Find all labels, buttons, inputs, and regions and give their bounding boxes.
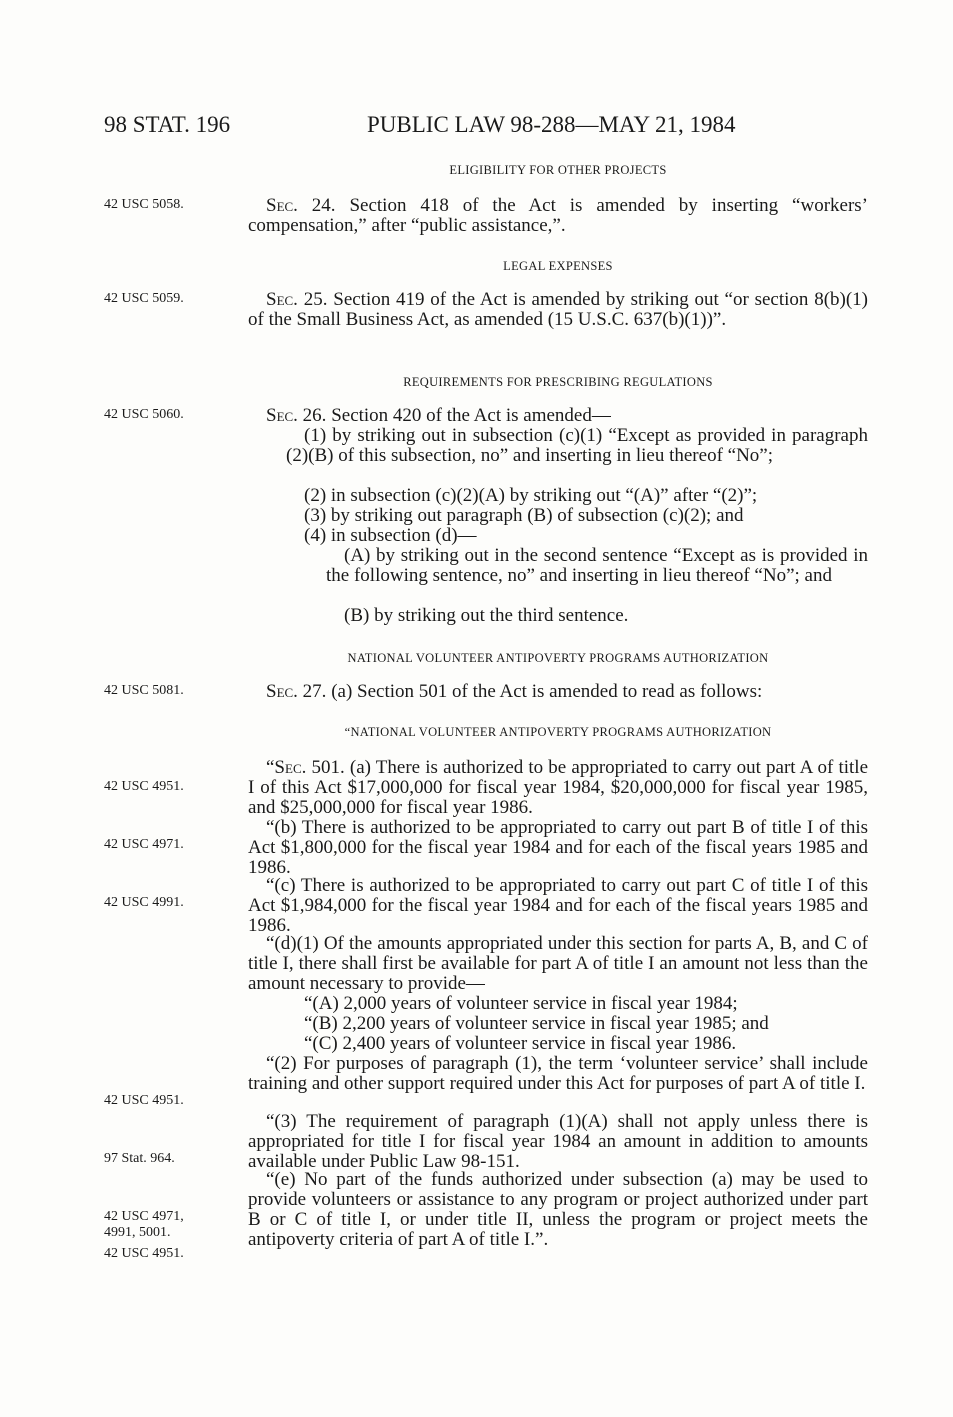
subsection-b: “(b) There is authorized to be appropriated to carry out part B of title I of this Act $1,800,000 for the fiscal year 1984 and for each of the fiscal years 1985 and 1986. (248, 817, 868, 878)
margin-note: 42 USC 5060. (104, 407, 184, 422)
section-text: (a) There is authorized to be appropriated to carry out part A of title I of this Act $17,000,000 for fiscal year 1984, $20,000,000 for fiscal year 1985, and $25,000,000 for fiscal year 1986. (248, 757, 869, 818)
section-heading-eligibility: ELIGIBILITY FOR OTHER PROJECTS (449, 163, 667, 177)
section-501-a (248, 758, 868, 818)
paragraph-1: (1) by striking out in subsection (c)(1) “Except as provided in paragraph (2)(B) of this subsection, no” and inserting in lieu thereof “No”; (286, 425, 868, 466)
running-title: PUBLIC LAW 98-288—MAY 21, 1984 (367, 112, 736, 137)
margin-note: 42 USC 4971, (104, 1209, 184, 1224)
margin-note: 4991, 5001. (104, 1225, 171, 1240)
margin-note: 42 USC 4971. (104, 837, 184, 852)
section-heading-legal: LEGAL EXPENSES (503, 259, 613, 273)
section-27-intro (248, 682, 868, 702)
section-label: Sec. 26. (266, 405, 327, 426)
paragraph-3: (3) by striking out paragraph (B) of subsection (c)(2); and (304, 505, 744, 526)
section-text: (a) Section 501 of the Act is amended to read as follows: (331, 681, 763, 702)
section-text: Section 420 of the Act is amended— (331, 405, 611, 426)
subsection-d2: “(2) For purposes of paragraph (1), the term ‘volunteer service’ shall include training and other support required under this Act for purposes of part A of title I. (248, 1053, 868, 1094)
section-label: Sec. 24. (266, 195, 336, 216)
paragraph-2: (2) in subsection (c)(2)(A) by striking out “(A)” after “(2)”; (304, 485, 758, 506)
clause-d1-b: “(B) 2,200 years of volunteer service in fiscal year 1985; and (304, 1013, 769, 1034)
margin-note: 42 USC 4951. (104, 779, 184, 794)
margin-note: 42 USC 5059. (104, 291, 184, 306)
section-label: “Sec. 501. (266, 757, 345, 778)
clause-d1-c: “(C) 2,400 years of volunteer service in fiscal year 1986. (304, 1033, 737, 1054)
page-stat-number: 98 STAT. 196 (104, 112, 231, 137)
section-text: Section 419 of the Act is amended by striking out “or section 8(b)(1) of the Small Business Act, as amended (15 U.S.C. 637(b)(1))”. (248, 289, 869, 330)
margin-note: 42 USC 4991. (104, 895, 184, 910)
section-heading-national: NATIONAL VOLUNTEER ANTIPOVERTY PROGRAMS AUTHORIZATION (347, 651, 769, 665)
subsection-e: “(e) No part of the funds authorized under subsection (a) may be used to provide volunteers or assistance to any program or project authorized under part B or C of title I, or under title II, unless the program or project meets the antipoverty criteria of part A of title I.”. (248, 1169, 868, 1250)
margin-note: 42 USC 5058. (104, 197, 184, 212)
section-heading-requirements: REQUIREMENTS FOR PRESCRIBING REGULATIONS (403, 375, 713, 389)
margin-note: 97 Stat. 964. (104, 1151, 175, 1166)
margin-note: 42 USC 4951. (104, 1093, 184, 1108)
section-25 (248, 290, 868, 330)
paragraph-4: (4) in subsection (d)— (304, 525, 477, 546)
section-label: Sec. 25. (266, 289, 328, 310)
section-text: Section 418 of the Act is amended by inserting “workers’ compensation,” after “public assistance,”. (248, 195, 868, 236)
subsection-d1: “(d)(1) Of the amounts appropriated under this section for parts A, B, and C of title I, there shall first be available for part A of title I an amount not less than the amount necessary to provide— (248, 933, 868, 994)
subparagraph-4b: (B) by striking out the third sentence. (344, 605, 629, 626)
section-26-intro (248, 406, 868, 426)
margin-note: 42 USC 5081. (104, 683, 184, 698)
subparagraph-4a: (A) by striking out in the second sentence “Except as is provided in the following sentence, no” and inserting in lieu thereof “No”; and (326, 545, 868, 586)
quoted-heading-national: “NATIONAL VOLUNTEER ANTIPOVERTY PROGRAMS AUTHORIZATION (344, 725, 772, 739)
subsection-c: “(c) There is authorized to be appropriated to carry out part C of title I of this Act $1,984,000 for the fiscal year 1984 and for each of the fiscal years 1985 and 1986. (248, 875, 868, 936)
subsection-d3: “(3) The requirement of paragraph (1)(A) shall not apply unless there is appropriated for title I for fiscal year 1984 an amount in addition to amounts available under Public Law 98-151. (248, 1111, 868, 1172)
section-24 (248, 196, 868, 236)
section-label: Sec. 27. (266, 681, 327, 702)
clause-d1-a: “(A) 2,000 years of volunteer service in fiscal year 1984; (304, 993, 738, 1014)
margin-note: 42 USC 4951. (104, 1246, 184, 1261)
